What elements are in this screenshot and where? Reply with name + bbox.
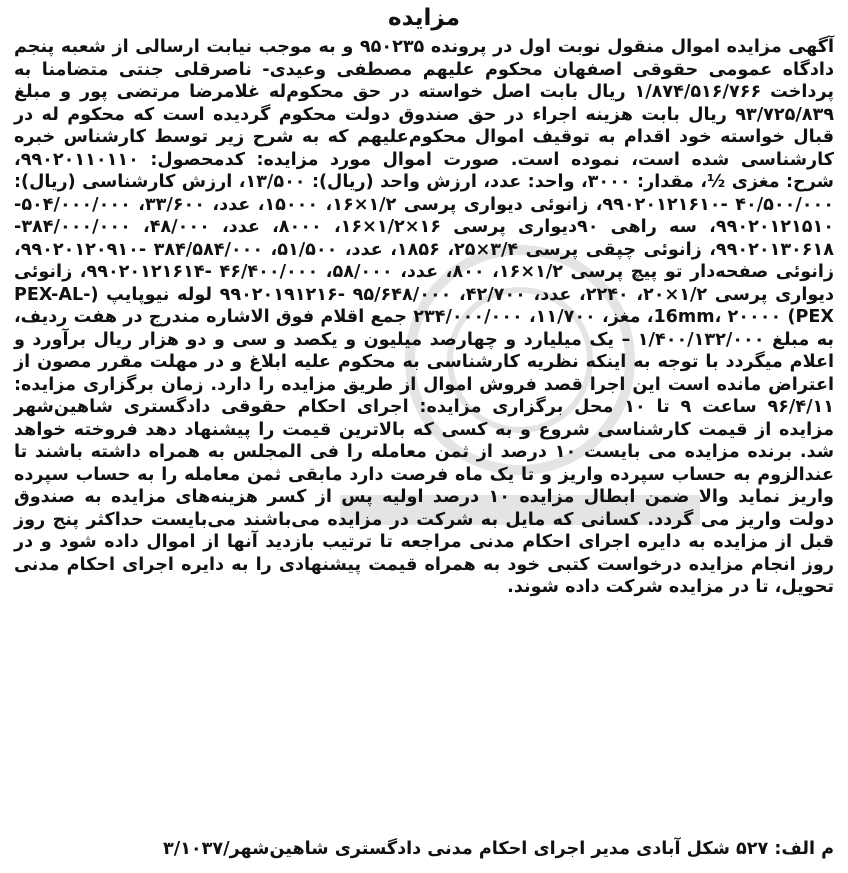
- notice-body: [14, 36, 834, 599]
- notice-title: مزایده: [388, 5, 460, 31]
- notice-footer: م الف: ۵۲۷ شکل آبادی مدیر اجرای احکام مدنی دادگستری شاهین‌شهر/۳/۱۰۳۷: [163, 839, 834, 859]
- notice-body-text: آگهی مزایده اموال منقول نوبت اول در پرونده ۹۵۰۲۳۵ و به موجب نیابت ارسالی از شعبه پنجم دادگاه عمومی حقوقی اصفهان محکوم علیهم مصطفی وعیدی- ناصرقلی جنتی متضامنا به پرداخت ۱/۸۷۴/۵۱۶/۷۶۶ ریال بابت اصل خواسته در حق محکوم‌له غلامرضا مرتضی پور و مبلغ ۹۳/۷۲۵/۸۳۹ ریال بابت هزینه اجراء در حق صندوق دولت محکوم گردیده است که محکوم له در قبال خواسته خود اقدام به توقیف اموال محکوم‌علیهم که به شرح زیر توسط کارشناس خبره کارشناسی شده است، نموده است. صورت اموال مورد مزایده: کدمحصول: ۹۹۰۲۰۱۱۰۱۱۰، شرح: مغزی ½، مقدار: ۳۰۰۰، واحد: عدد، ارزش واحد (ریال): ۱۳/۵۰۰، ارزش کارشناسی (ریال): ۴۰/۵۰۰/۰۰۰ -۹۹۰۲۰۱۲۱۶۱۰، زانوئی دیواری پرسی ۱/۲×۱۶، ۱۵۰۰۰، عدد، ۳۳/۶۰۰، ۵۰۴/۰۰۰/۰۰۰- ۹۹۰۲۰۱۲۱۵۱۰، سه راهی ۹۰دیواری پرسی ۱۶×۱/۲×۱۶، ۸۰۰۰، عدد، ۴۸/۰۰۰، ۳۸۴/۰۰۰/۰۰۰- ۹۹۰۲۰۱۳۰۶۱۸، زانوئی چپقی پرسی ۳/۴×۲۵، ۱۸۵۶، عدد، ۵۱/۵۰۰، ۳۸۴/۵۸۴/۰۰۰ -۹۹۰۲۰۱۲۰۹۱۰، زانوئی صفحه‌دار تو پیچ پرسی ۱/۲×۱۶، ۸۰۰، عدد، ۵۸/۰۰۰، ۴۶/۴۰۰/۰۰۰ -۹۹۰۲۰۱۲۱۶۱۴، زانوئی دیواری پرسی ۱/۲×۲۰، ۲۲۴۰، عدد، ۴۲/۷۰۰، ۹۵/۶۴۸/۰۰۰ -۹۹۰۲۰۱۹۱۲۱۶ لوله نیوپایپ (PEX-AL-PEX) 16mm، ۲۰۰۰۰، مغز، ۱۱/۷۰۰، ۲۳۴/۰۰۰/۰۰۰ جمع اقلام فوق الاشاره مندرج در هفت ردیف، به مبلغ ۱/۴۰۰/۱۳۲/۰۰۰ – یک میلیارد و چهارصد میلیون و یکصد و سی و دو هزار ریال برآورد و اعلام میگردد با توجه به اینکه نظریه کارشناسی به محکوم علیه ابلاغ و در مهلت مقرر مصون از اعتراض مانده است این اجرا قصد فروش اموال از طریق مزایده را دارد. زمان برگزاری مزایده: ۹۶/۴/۱۱ ساعت ۹ تا ۱۰ محل برگزاری مزایده: اجرای احکام حقوقی دادگستری شاهین‌شهر مزایده از قیمت کارشناسی شروع و به کسی که بالاترین قیمت را پیشنهاد دهد فروخته خواهد شد. برنده مزایده می بایست ۱۰ درصد از ثمن معامله را فی المجلس به همراه داشته باشند تا عندالزوم به حساب سپرده واریز و تا یک ماه فرصت دارد مابقی ثمن معامله را به حساب سپرده واریز نماید والا ضمن ابطال مزایده ۱۰ درصد اولیه پس از کسر هزینه‌های مزایده به صندوق دولت واریز می گردد. کسانی که مایل به شرکت در مزایده می‌باشند می‌بایست حداکثر پنج روز قبل از مزایده به دایره اجرای احکام مدنی مراجعه تا ترتیب بازدید آنها از اموال داده شود و در روز انجام مزایده درخواست کتبی خود به همراه قیمت پیشنهادی را به دایره اجرای احکام مدنی تحویل، تا در مزایده شرکت داده شوند.: [14, 37, 835, 597]
